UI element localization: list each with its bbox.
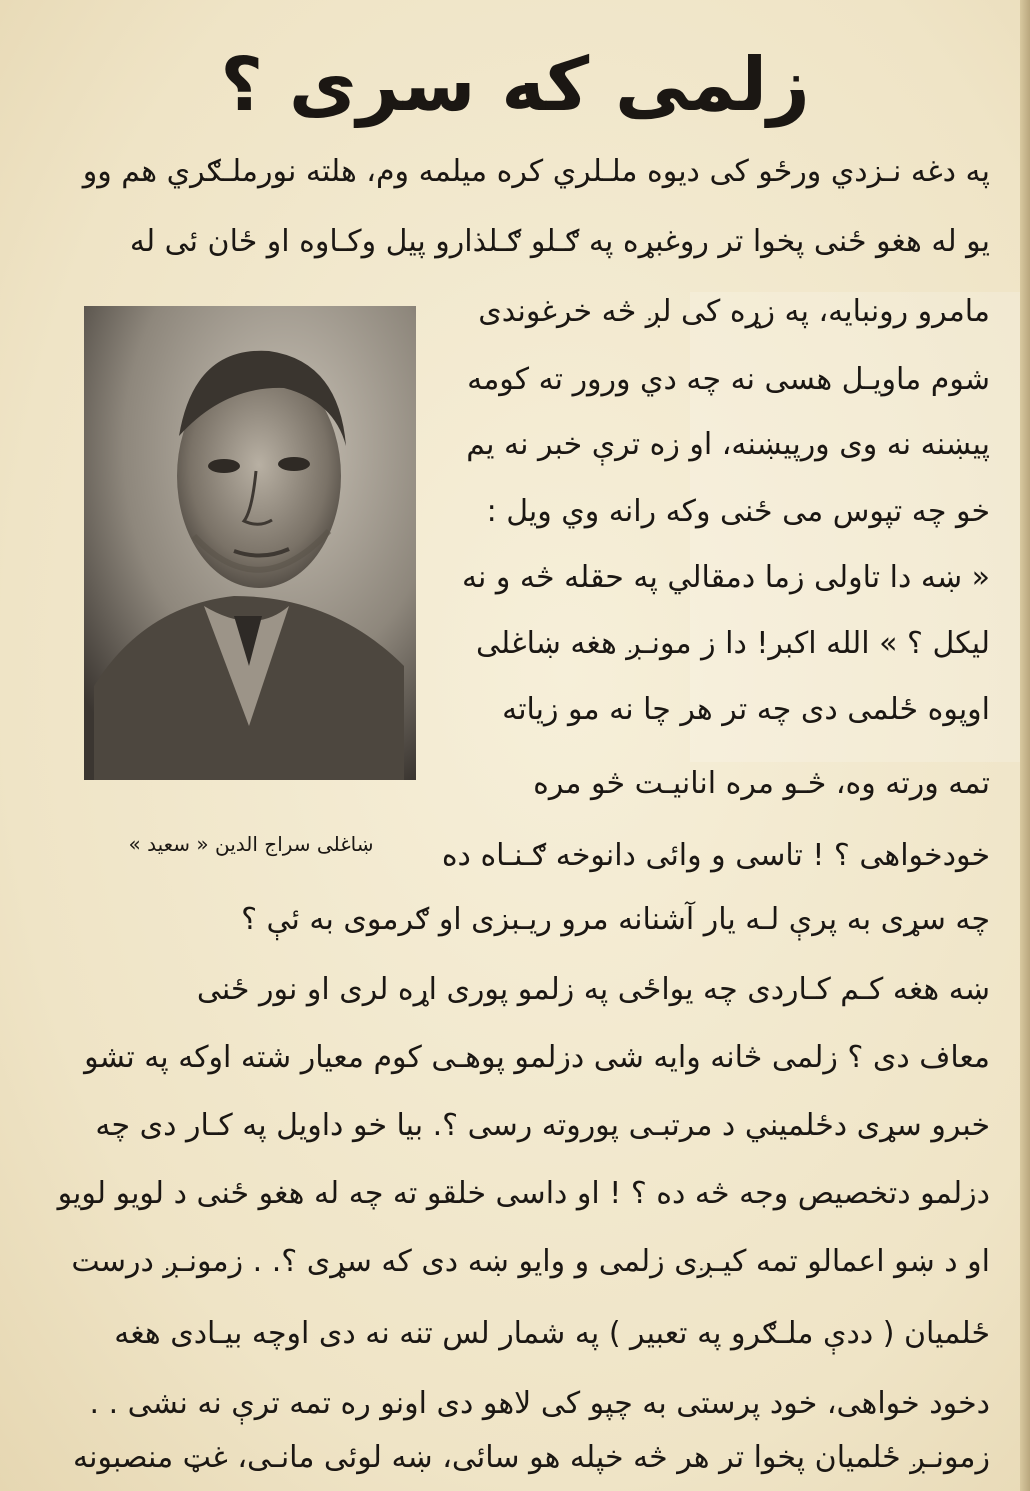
- text-line-2: یو له هغو ځنی پخوا تر روغبړه په ګـلو ګـلذارو پیل وکـاوه او ځان ئی له: [129, 224, 990, 259]
- portrait-image: [84, 306, 416, 780]
- author-portrait: [84, 306, 416, 780]
- text-line-11: خودخواهی ؟ ! تاسی و وائی دانوخه ګـنـاه ده: [441, 838, 990, 873]
- text-line-18: ځلمیان ( ددې ملـګرو په تعبیر ) په شمار لس تنه نه دی اوچه بیـادی هغه: [114, 1316, 990, 1351]
- text-line-7: « ښه دا تاولی زما دمقالي په حقله څه و نه: [461, 560, 990, 595]
- text-line-12: چه سړی به پرې لـه یار آشنانه مرو ریـبزی او ګرموی به ئې ؟: [241, 902, 990, 937]
- text-line-6: خو چه تپوس می ځنی وکه رانه وي ویل :: [486, 494, 990, 529]
- portrait-caption: ښاغلی سراج الدین « سعید »: [128, 832, 374, 856]
- text-line-3: مامرو رونبایه، په زړه کی لږ څه خرغوندی: [478, 294, 990, 329]
- text-line-5: پیښنه نه وی ورپیښنه، او زه ترې خبر نه یم: [466, 427, 990, 462]
- text-line-14: معاف دی ؟ زلمی څانه وایه شی دزلمو پوهـی کوم معیار شته اوکه په تشو: [84, 1040, 990, 1075]
- text-line-1: په دغه نـزدي ورځو کی دیوه ملـلري کره میلمه وم، هلته نورملـګري هم وو: [82, 154, 990, 189]
- text-line-16: دزلمو دتخصیص وجه څه ده ؟ ! او داسی خلقو ته چه له هغو ځنی د لویو لویو: [57, 1176, 990, 1211]
- text-line-19: دخود خواهی، خود پرستی به چپو کی لاهو دی اونو ره تمه ترې نه نشی . .: [89, 1386, 990, 1421]
- text-line-4: شوم ماویـل هسی نه چه دي ورور ته کومه: [467, 362, 990, 397]
- text-line-9: اوپوه ځلمی دی چه تر هر چا نه مو زیاته: [502, 692, 990, 727]
- page-edge: [1020, 0, 1030, 1491]
- text-line-13: ښه هغه کـم کـاردی چه یواځی په زلمو پوری اړه لری او نور ځنی: [196, 972, 990, 1007]
- article-title: زلمی که سری ؟: [220, 42, 810, 128]
- text-line-8: لیکل ؟ » الله اکبر! دا ز مونـږ هغه ښاغلی: [475, 626, 990, 661]
- text-line-17: او د ښو اعمالو تمه کیـږی زلمی و وایو ښه دی که سړی ؟. . زمونـږ درست: [71, 1244, 990, 1279]
- text-line-20: زمونـږ ځلمیان پخوا تر هر څه خپله هو سائی، ښه لوئی مانـی، غټ منصبونه: [73, 1440, 990, 1475]
- text-line-10: تمه ورته وه، څـو مره انانیـت څو مره: [533, 766, 990, 801]
- text-line-15: خبرو سړی دځلمیني د مرتبـی پوروته رسی ؟. بیا خو داویل په کـار دی چه: [95, 1108, 990, 1143]
